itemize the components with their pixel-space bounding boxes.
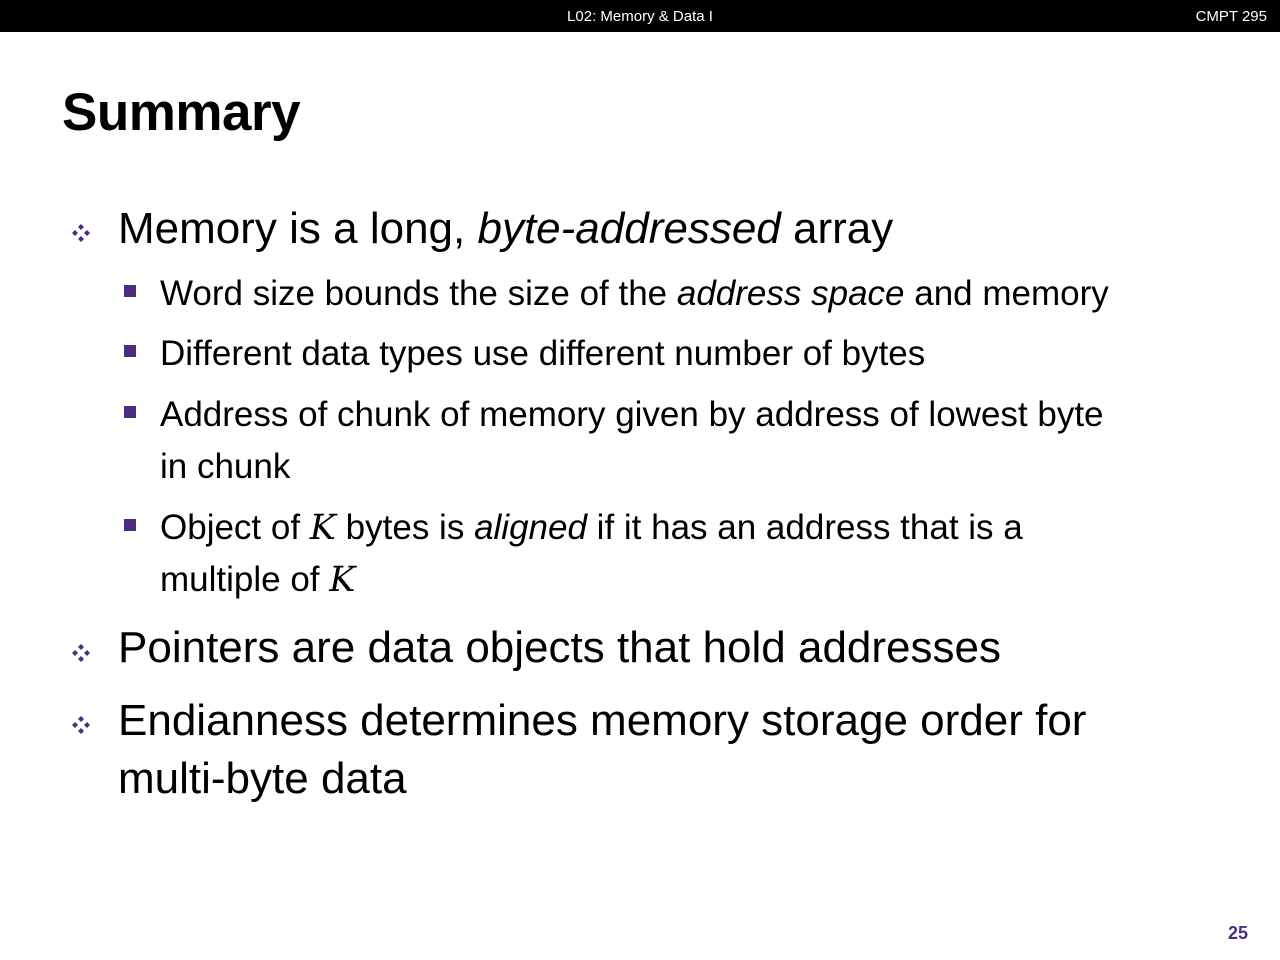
subbullet-data-types: Different data types use different number of bytes [160,334,926,373]
bullet-text: Object of [160,508,310,547]
emphasis-text: byte-addressed [477,204,781,253]
square-bullet-icon [124,519,136,531]
emphasis-text: aligned [474,508,587,547]
square-bullet-icon [124,345,136,357]
bullet-text: Memory is a long, [118,204,478,253]
subbullet-address-chunk: Address of chunk of memory given by address of lowest byte [160,395,1104,434]
bullet-text: array [780,204,894,253]
bullet-pointers: Pointers are data objects that hold addresses [118,623,1001,672]
lecture-title: L02: Memory & Data I [567,8,713,25]
bullet-text: and memory [904,274,1109,313]
math-variable: K [309,508,336,548]
subbullet-word-size [160,268,1109,320]
page-number: 25 [1227,923,1248,943]
subbullet-aligned [160,502,1023,554]
diamond-bullet-icon [70,642,92,664]
bullet-memory [118,200,893,258]
bullet-endianness: Endianness determines memory storage order for [118,696,1087,745]
bullet-endianness-cont: multi-byte data [118,754,407,803]
subbullet-address-chunk-cont: in chunk [160,447,291,486]
course-code: CMPT 295 [1195,8,1267,25]
slide-title: Summary [62,83,301,142]
diamond-bullet-icon [70,714,92,736]
square-bullet-icon [124,285,136,297]
square-bullet-icon [124,406,136,418]
bullet-text: multiple of [160,560,330,599]
math-variable: K [329,560,356,600]
bullet-text: Word size bounds the size of the [160,274,677,313]
subbullet-aligned-cont [160,554,355,606]
emphasis-text: address space [676,274,905,313]
bullet-text: if it has an address that is a [586,508,1023,547]
bullet-text: bytes is [335,508,475,547]
diamond-bullet-icon [70,222,92,244]
